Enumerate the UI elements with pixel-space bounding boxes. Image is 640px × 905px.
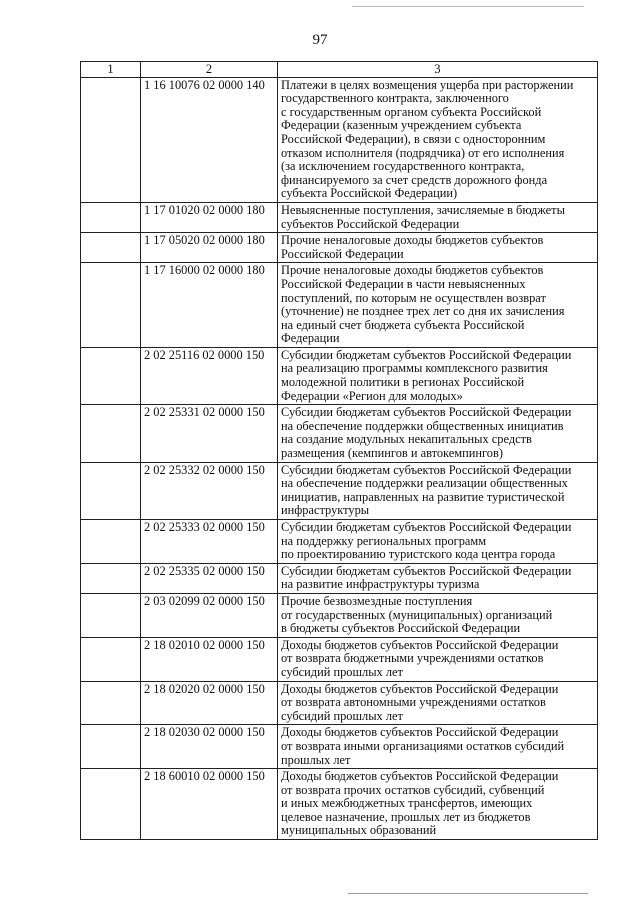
description-line: от возврата бюджетными учреждениями остатков: [281, 651, 544, 666]
table-row: [81, 462, 598, 519]
table-row: [81, 563, 598, 593]
budget-classification-code: 1 17 01020 02 0000 180: [141, 202, 278, 232]
budget-classification-code: 2 18 02030 02 0000 150: [141, 725, 278, 769]
row-column-1-cell: [81, 347, 141, 404]
budget-classification-code: 1 16 10076 02 0000 140: [141, 77, 278, 202]
description-line: поступлений, по которым не осуществлен возврат: [281, 290, 546, 305]
description-line: отказом исполнителя (подрядчика) от его исполнения: [281, 145, 565, 160]
description-line: государственного контракта, заключенного: [281, 91, 509, 106]
revenue-description: [278, 637, 598, 681]
description-line: Невыясненные поступления, зачисляемые в бюджеты: [281, 202, 565, 217]
row-column-1-cell: [81, 563, 141, 593]
row-column-1-cell: [81, 233, 141, 263]
description-line: инициатив, направленных на развитие туристической: [281, 489, 565, 504]
budget-classification-code: 2 02 25116 02 0000 150: [141, 347, 278, 404]
description-line: Платежи в целях возмещения ущерба при расторжении: [281, 77, 574, 92]
page-number: 97: [312, 32, 328, 48]
description-line: от государственных (муниципальных) организаций: [281, 607, 553, 622]
description-line: Российской Федерации: [281, 246, 404, 261]
table-row: [81, 263, 598, 348]
table-row: [81, 637, 598, 681]
description-line: Доходы бюджетов субъектов Российской Федерации: [281, 681, 559, 696]
table-row: [81, 405, 598, 462]
budget-classification-code: 2 18 60010 02 0000 150: [141, 769, 278, 840]
description-line: на поддержку региональных программ: [281, 533, 487, 548]
description-line: Российской Федерации в части невыясненных: [281, 276, 526, 291]
revenue-description: [278, 202, 598, 232]
table-row: [81, 520, 598, 564]
row-column-1-cell: [81, 77, 141, 202]
description-line: субъектов Российской Федерации: [281, 216, 460, 231]
description-line: по проектированию туристского кода центра города: [281, 547, 556, 562]
description-line: молодежной политики в регионах Российской: [281, 375, 525, 390]
table-body: [81, 77, 598, 839]
description-line: Субсидии бюджетам субъектов Российской Федерации: [281, 462, 572, 477]
description-line: Федерации: [281, 331, 340, 346]
scan-artifact-bottom: [348, 893, 588, 894]
column-header-3: 3: [278, 62, 598, 78]
budget-classification-code: 2 02 25332 02 0000 150: [141, 462, 278, 519]
revenue-description: [278, 405, 598, 462]
description-line: на обеспечение поддержки реализации общественных: [281, 476, 568, 491]
table-row: [81, 681, 598, 725]
description-line: на реализацию программы комплексного развития: [281, 361, 548, 376]
revenue-description: [278, 725, 598, 769]
budget-classification-code: 2 18 02020 02 0000 150: [141, 681, 278, 725]
revenue-description: [278, 520, 598, 564]
table-row: [81, 347, 598, 404]
revenue-description: [278, 462, 598, 519]
description-line: Субсидии бюджетам субъектов Российской Федерации: [281, 563, 572, 578]
description-line: от возврата автономными учреждениями остатков: [281, 695, 546, 710]
budget-classification-code: 1 17 05020 02 0000 180: [141, 233, 278, 263]
description-line: на создание модульных некапитальных средств: [281, 432, 532, 447]
budget-classification-code: 1 17 16000 02 0000 180: [141, 263, 278, 348]
description-line: прошлых лет: [281, 752, 351, 767]
description-line: Субсидии бюджетам субъектов Российской Федерации: [281, 347, 572, 362]
row-column-1-cell: [81, 405, 141, 462]
description-line: субъекта Российской Федерации): [281, 186, 458, 201]
scan-artifact-top: [352, 6, 584, 7]
table-row: [81, 77, 598, 202]
description-line: с государственным органом субъекта Российской: [281, 104, 542, 119]
description-line: Доходы бюджетов субъектов Российской Федерации: [281, 725, 559, 740]
budget-classification-code: 2 18 02010 02 0000 150: [141, 637, 278, 681]
description-line: финансируемого за счет средств дорожного фонда: [281, 172, 548, 187]
description-line: Российской Федерации), в связи с односторонним: [281, 131, 546, 146]
table-row: [81, 593, 598, 637]
description-line: (за исключением государственного контракта,: [281, 159, 525, 174]
row-column-1-cell: [81, 725, 141, 769]
description-line: Доходы бюджетов субъектов Российской Федерации: [281, 769, 559, 784]
revenue-description: [278, 563, 598, 593]
description-line: целевое назначение, прошлых лет из бюджетов: [281, 809, 531, 824]
description-line: размещения (кемпингов и автокемпингов): [281, 446, 503, 461]
description-line: Субсидии бюджетам субъектов Российской Федерации: [281, 520, 572, 534]
row-column-1-cell: [81, 769, 141, 840]
revenue-description: [278, 77, 598, 202]
header-row: [81, 62, 598, 78]
row-column-1-cell: [81, 637, 141, 681]
description-line: Прочие неналоговые доходы бюджетов субъектов: [281, 263, 544, 278]
row-column-1-cell: [81, 202, 141, 232]
description-line: в бюджеты субъектов Российской Федерации: [281, 621, 521, 636]
description-line: Прочие безвозмездные поступления: [281, 593, 473, 608]
description-line: инфраструктуры: [281, 503, 370, 518]
description-line: Федерации «Регион для молодых»: [281, 388, 463, 403]
revenue-description: [278, 263, 598, 348]
description-line: субсидий прошлых лет: [281, 664, 403, 679]
row-column-1-cell: [81, 263, 141, 348]
column-header-2: 2: [141, 62, 278, 78]
column-header-1: 1: [81, 62, 141, 78]
row-column-1-cell: [81, 462, 141, 519]
row-column-1-cell: [81, 681, 141, 725]
description-line: Субсидии бюджетам субъектов Российской Федерации: [281, 405, 572, 420]
table-row: [81, 233, 598, 263]
description-line: на развитие инфраструктуры туризма: [281, 577, 480, 592]
description-line: на единый счет бюджета субъекта Российской: [281, 317, 525, 332]
description-line: Доходы бюджетов субъектов Российской Федерации: [281, 637, 559, 652]
revenue-description: [278, 681, 598, 725]
table-row: [81, 769, 598, 840]
description-line: на обеспечение поддержки общественных инициатив: [281, 418, 564, 433]
description-line: (уточнение) не позднее трех лет со дня их зачисления: [281, 304, 565, 319]
table-row: [81, 725, 598, 769]
revenue-description: [278, 769, 598, 840]
budget-classification-code: 2 02 25335 02 0000 150: [141, 563, 278, 593]
row-column-1-cell: [81, 593, 141, 637]
revenue-description: [278, 233, 598, 263]
budget-classification-code: 2 02 25331 02 0000 150: [141, 405, 278, 462]
table-header: [81, 62, 598, 78]
revenue-description: [278, 347, 598, 404]
description-line: от возврата прочих остатков субсидий, субвенций: [281, 782, 545, 797]
revenue-codes-table: [80, 61, 598, 840]
table-row: [81, 202, 598, 232]
description-line: субсидий прошлых лет: [281, 708, 403, 723]
revenue-description: [278, 593, 598, 637]
description-line: от возврата иными организациями остатков субсидий: [281, 738, 565, 753]
budget-classification-code: 2 02 25333 02 0000 150: [141, 520, 278, 564]
description-line: и иных межбюджетных трансфертов, имеющих: [281, 796, 533, 811]
description-line: Федерации (казенным учреждением субъекта: [281, 118, 522, 133]
row-column-1-cell: [81, 520, 141, 564]
description-line: Прочие неналоговые доходы бюджетов субъектов: [281, 233, 544, 248]
description-line: муниципальных образований: [281, 823, 437, 838]
budget-classification-code: 2 03 02099 02 0000 150: [141, 593, 278, 637]
